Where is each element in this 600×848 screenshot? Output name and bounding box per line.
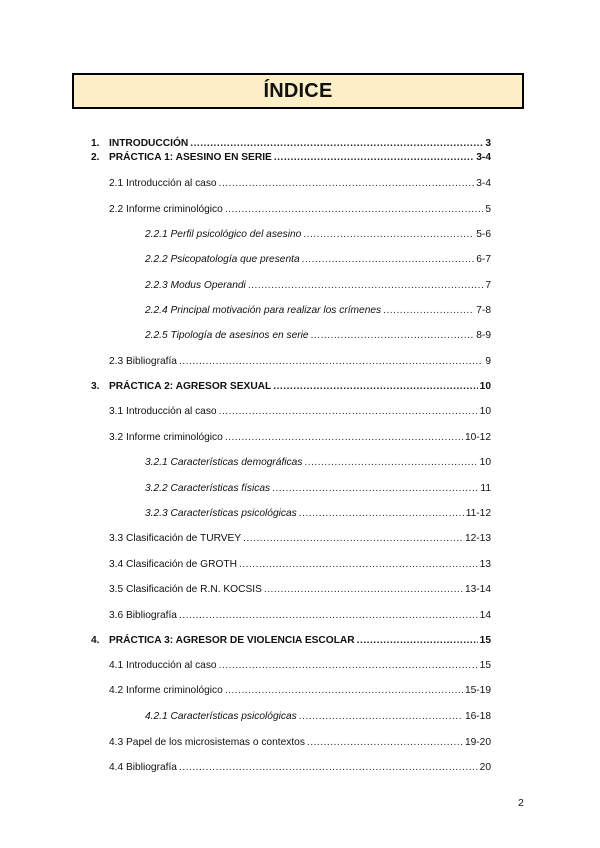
- toc-entry-page: 7-8: [476, 305, 491, 316]
- toc-entry: [145, 279, 491, 293]
- toc-entry-page: 6-7: [476, 254, 491, 265]
- toc-entry: [145, 228, 491, 242]
- toc-entry-text: 3.2 Informe criminológico: [109, 432, 223, 443]
- toc-entry-page: 11-12: [465, 508, 491, 519]
- toc-entry-text: PRÁCTICA 1: ASESINO EN SERIE: [109, 152, 272, 163]
- toc-entry: [109, 761, 491, 775]
- toc-dot-leader: [307, 736, 463, 750]
- toc-entry-text: 4.4 Bibliografía: [109, 762, 177, 773]
- toc-entry-page: 13-14: [464, 584, 491, 595]
- toc-entry-text: 2.2.2 Psicopatología que presenta: [145, 254, 300, 265]
- toc-entry-number: 3.: [91, 381, 100, 392]
- toc-dot-leader: [243, 532, 463, 546]
- toc-entry-number: 4.: [91, 635, 100, 646]
- toc-entry-text: 2.1 Introducción al caso: [109, 178, 217, 189]
- toc-entry: [91, 151, 491, 165]
- toc-dot-leader: [311, 329, 475, 343]
- toc-dot-leader: [299, 507, 464, 521]
- toc-entry-page: 15: [479, 635, 491, 646]
- toc-entry-text: 3.5 Clasificación de R.N. KOCSIS: [109, 584, 262, 595]
- toc-entry-text: 4.2 Informe criminológico: [109, 685, 223, 696]
- toc-entry-text: INTRODUCCIÓN: [109, 138, 189, 149]
- toc-entry: [109, 609, 491, 623]
- toc-entry: [109, 532, 491, 546]
- toc-entry: [109, 558, 491, 572]
- toc-entry: [145, 710, 491, 724]
- toc-entry-text: 3.1 Introducción al caso: [109, 406, 217, 417]
- toc-dot-leader: [299, 710, 463, 724]
- toc-entry: [145, 304, 491, 318]
- toc-entry-text: 2.2 Informe criminológico: [109, 204, 223, 215]
- toc-entry-page: 5-6: [476, 229, 491, 240]
- toc-entry-page: 15: [479, 660, 491, 671]
- toc-entry-page: 11: [480, 483, 491, 494]
- toc-entry-page: 7: [485, 280, 491, 291]
- toc-entry-page: 3: [485, 138, 491, 149]
- toc-entry-page: 9: [485, 356, 491, 367]
- toc-entry: [145, 329, 491, 343]
- toc-dot-leader: [179, 761, 478, 775]
- toc-entry: [145, 482, 491, 496]
- toc-entry-page: 20: [479, 762, 491, 773]
- toc-dot-leader: [273, 380, 477, 394]
- toc-entry-text: 3.2.3 Características psicológicas: [145, 508, 297, 519]
- toc-entry-page: 10: [479, 406, 491, 417]
- toc-entry: [91, 137, 491, 151]
- toc-dot-leader: [272, 482, 478, 496]
- toc-entry-page: 10: [479, 457, 491, 468]
- page-number: 2: [518, 797, 524, 809]
- toc-dot-leader: [274, 151, 474, 165]
- toc-entry-page: 12-13: [464, 533, 491, 544]
- toc-entry: [109, 583, 491, 597]
- toc-dot-leader: [225, 431, 463, 445]
- toc-dot-leader: [179, 609, 478, 623]
- toc-dot-leader: [239, 558, 478, 572]
- toc-entry-text: 2.2.4 Principal motivación para realizar los crímenes: [145, 305, 382, 316]
- toc-entry-text: 2.3 Bibliografía: [109, 356, 177, 367]
- toc-entry-page: 16-18: [464, 711, 491, 722]
- toc-entry-text: 4.3 Papel de los microsistemas o contextos: [109, 737, 305, 748]
- toc-entry-page: 8-9: [476, 330, 491, 341]
- toc-dot-leader: [304, 456, 477, 470]
- toc-dot-leader: [219, 405, 478, 419]
- toc-entry-page: 3-4: [476, 178, 491, 189]
- toc-entry-text: PRÁCTICA 2: AGRESOR SEXUAL: [109, 381, 272, 392]
- toc-entry: [145, 507, 491, 521]
- toc-entry-page: 15-19: [464, 685, 491, 696]
- toc-entry: [145, 456, 491, 470]
- toc-dot-leader: [190, 137, 483, 151]
- toc-dot-leader: [219, 177, 475, 191]
- toc-entry-text: 4.1 Introducción al caso: [109, 660, 217, 671]
- toc-entry: [109, 405, 491, 419]
- toc-entry: [109, 736, 491, 750]
- toc-entry-page: 3-4: [476, 152, 491, 163]
- toc-dot-leader: [264, 583, 463, 597]
- toc-entry-text: PRÁCTICA 3: AGRESOR DE VIOLENCIA ESCOLAR: [109, 635, 355, 646]
- toc-dot-leader: [248, 279, 484, 293]
- toc-entry: [145, 253, 491, 267]
- toc-entry-text: 3.2.2 Características físicas: [145, 483, 271, 494]
- toc-entry-number: 2.: [91, 152, 100, 163]
- toc-entry-text: 3.6 Bibliografía: [109, 610, 177, 621]
- toc-entry-page: 14: [479, 610, 491, 621]
- toc-dot-leader: [383, 304, 474, 318]
- toc-dot-leader: [302, 253, 475, 267]
- toc-entry: [109, 177, 491, 191]
- toc-entry: [109, 355, 491, 369]
- toc-entry: [109, 684, 491, 698]
- toc-dot-leader: [225, 684, 463, 698]
- toc-entry-text: 3.4 Clasificación de GROTH: [109, 559, 237, 570]
- toc-entry-text: 4.2.1 Características psicológicas: [145, 711, 297, 722]
- toc-dot-leader: [225, 203, 484, 217]
- toc-dot-leader: [219, 659, 478, 673]
- toc-entry: [109, 659, 491, 673]
- toc-entry-text: 3.3 Clasificación de TURVEY: [109, 533, 242, 544]
- toc-entry-page: 10-12: [464, 432, 491, 443]
- toc-entry: [91, 634, 491, 648]
- toc-entry-page: 5: [485, 204, 491, 215]
- toc-entry: [109, 431, 491, 445]
- toc-entry-text: 2.2.5 Tipología de asesinos en serie: [145, 330, 309, 341]
- toc-entry-page: 13: [479, 559, 491, 570]
- toc-entry: [91, 380, 491, 394]
- toc-entry-text: 3.2.1 Características demográficas: [145, 457, 303, 468]
- toc-dot-leader: [357, 634, 478, 648]
- toc-entry-text: 2.2.3 Modus Operandi: [145, 280, 246, 291]
- toc-entry-number: 1.: [91, 138, 100, 149]
- toc-dot-leader: [303, 228, 474, 242]
- toc-entry-page: 10: [479, 381, 491, 392]
- toc-entry: [109, 203, 491, 217]
- toc-dot-leader: [179, 355, 483, 369]
- toc-entry-page: 19-20: [464, 737, 491, 748]
- index-title: ÍNDICE: [263, 79, 333, 102]
- toc-entry-text: 2.2.1 Perfil psicológico del asesino: [145, 229, 302, 240]
